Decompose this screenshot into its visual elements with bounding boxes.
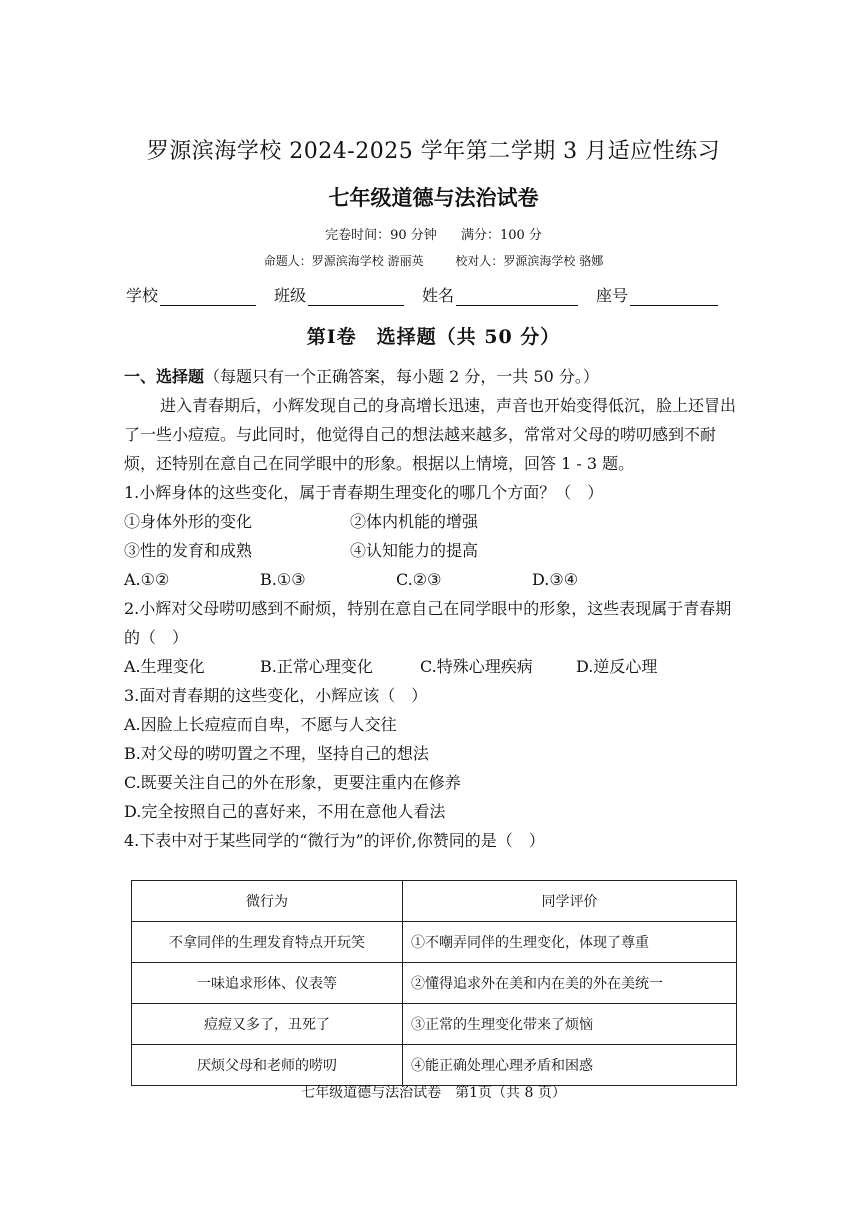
name-label: 姓名 [422,286,455,305]
q1-item4: ④认知能力的提高 [350,541,479,560]
table-cell-behavior: 厌烦父母和老师的唠叨 [132,1045,403,1086]
name-field [422,283,578,306]
scenario-passage: 进入青春期后，小辉发现自己的身高增长迅速，声音也开始变得低沉，脸上还冒出了一些小痘痘。与此同时，他觉得自己的想法越来越多，常常对父母的唠叨感到不耐烦，还特别在意自己在同学眼中的形象。根据以上情境，回答 1 - 3 题。 [124,396,737,473]
exam-author: 命题人：罗源滨海学校 游丽英 [263,254,424,268]
q1-option-a[interactable]: A.①② [124,570,170,589]
q1-option-d[interactable]: D.③④ [532,570,579,589]
exam-meta-authors [0,252,867,269]
exam-title-line2: 七年级道德与法治试卷 [328,185,539,210]
behavior-evaluation-table [131,880,737,1086]
q1-option-c[interactable]: C.②③ [396,570,442,589]
page-footer: 七年级道德与法治试卷 第1页（共 8 页） [301,1085,566,1101]
q3-stem: 3.面对青春期的这些变化，小辉应该（ ） [124,686,428,705]
seat-field [596,283,718,306]
exam-score: 满分：100 分 [460,228,542,243]
seat-label: 座号 [596,286,629,305]
q2-stem: 2.小辉对父母唠叨感到不耐烦，特别在意自己在同学眼中的形象，这些表现属于青春期的（ ） [124,599,732,647]
table-cell-comment: ③正常的生理变化带来了烦恼 [403,1004,737,1045]
seat-blank[interactable] [630,287,718,306]
q1-item1: ①身体外形的变化 [124,512,253,531]
table-header-behavior: 微行为 [132,881,403,922]
table-cell-comment: ④能正确处理心理矛盾和困惑 [403,1045,737,1086]
q1-item2: ②体内机能的增强 [350,512,479,531]
table-row [132,1045,737,1086]
table-cell-behavior: 一味追求形体、仪表等 [132,963,403,1004]
table-cell-comment: ②懂得追求外在美和内在美的外在美统一 [403,963,737,1004]
section-title: 第Ⅰ卷 选择题（共 50 分） [306,326,561,348]
table-row [132,922,737,963]
school-blank[interactable] [160,287,256,306]
exam-meta-time-score [0,224,867,243]
class-blank[interactable] [308,287,404,306]
table-row [132,1004,737,1045]
part-one-instruction: （每题只有一个正确答案，每小题 2 分，一共 50 分。） [204,367,599,386]
q3-option-d[interactable]: D.完全按照自己的喜好来，不用在意他人看法 [124,802,446,821]
q1-option-b[interactable]: B.①③ [260,570,306,589]
student-info-row [126,283,746,306]
exam-time: 完卷时间：90 分钟 [325,228,437,243]
part-one-heading [124,362,746,391]
part-one-label: 一、选择题 [124,367,205,386]
school-field [126,283,256,306]
class-field [274,283,404,306]
table-header-row [132,881,737,922]
q3-option-c[interactable]: C.既要关注自己的外在形象，更要注重内在修养 [124,773,461,792]
q3-option-a[interactable]: A.因脸上长痘痘而自卑，不愿与人交往 [124,715,397,734]
q1-options [124,565,746,594]
q4-stem: 4.下表中对于某些同学的“微行为”的评价,你赞同的是（ ） [124,831,545,850]
table-cell-behavior: 不拿同伴的生理发育特点开玩笑 [132,922,403,963]
table-row [132,963,737,1004]
table-cell-behavior: 痘痘又多了，丑死了 [132,1004,403,1045]
q2-option-d[interactable]: D.逆反心理 [576,657,658,676]
question-body [124,362,746,855]
q2-option-c[interactable]: C.特殊心理疾病 [420,657,533,676]
q2-option-b[interactable]: B.正常心理变化 [260,657,373,676]
exam-checker: 校对人：罗源滨海学校 骆娜 [455,254,604,268]
school-label: 学校 [126,286,159,305]
name-blank[interactable] [456,287,578,306]
table-cell-comment: ①不嘲弄同伴的生理变化，体现了尊重 [403,922,737,963]
q1-item3: ③性的发育和成熟 [124,541,253,560]
q2-options [124,652,746,681]
q1-items-row1 [124,507,746,536]
table-header-comment: 同学评价 [403,881,737,922]
q2-option-a[interactable]: A.生理变化 [124,657,205,676]
q1-stem: 1.小辉身体的这些变化，属于青春期生理变化的哪几个方面？（ ） [124,483,604,502]
q1-items-row2 [124,536,746,565]
exam-title-line1: 罗源滨海学校 2024-2025 学年第二学期 3 月适应性练习 [146,139,721,164]
class-label: 班级 [274,286,307,305]
q3-option-b[interactable]: B.对父母的唠叨置之不理，坚持自己的想法 [124,744,429,763]
